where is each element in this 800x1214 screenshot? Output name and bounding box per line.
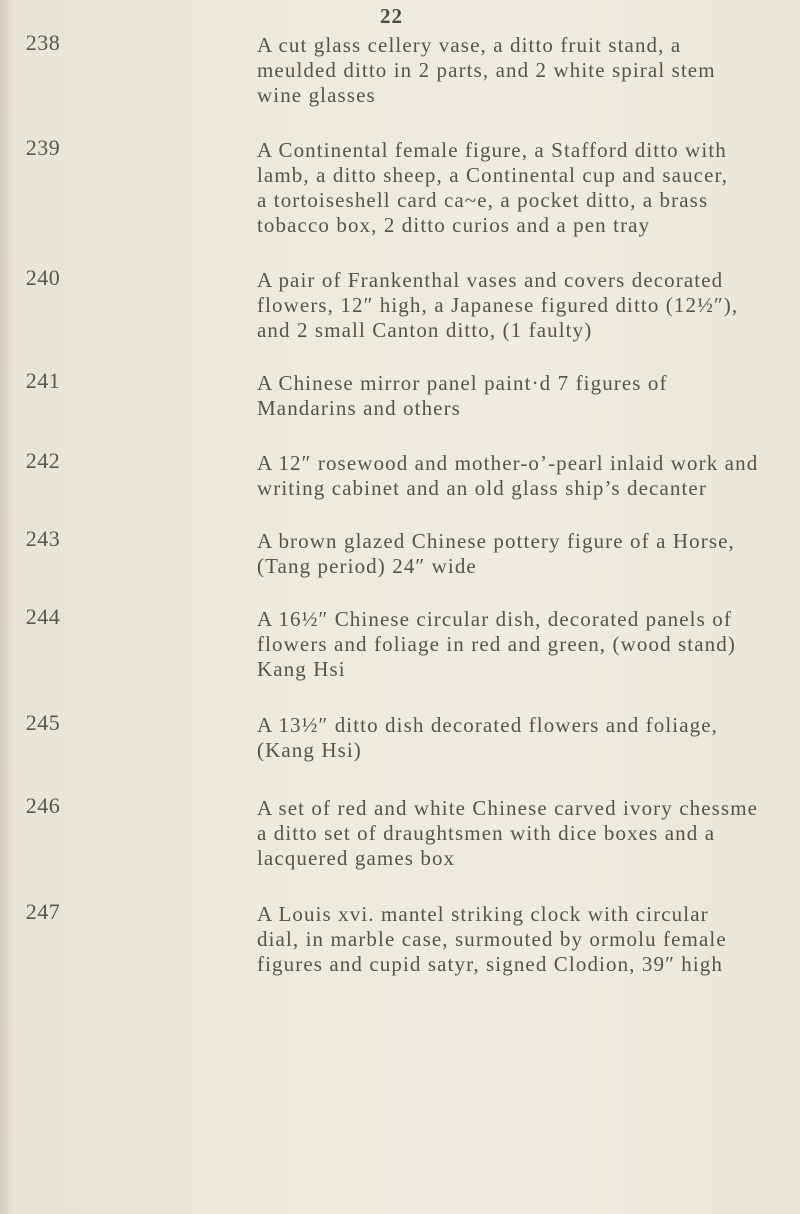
lot-number: 246: [25, 793, 61, 818]
lot-description: [257, 713, 800, 763]
lot-line: lamb, a ditto sheep, a Continental cup and saucer,: [257, 163, 729, 187]
lot-description: [257, 902, 800, 977]
lot-line: and 2 small Canton ditto, (1 faulty): [257, 318, 593, 342]
lot-number: 238: [25, 30, 61, 55]
lot-line: (Tang period) 24″ wide: [257, 554, 477, 578]
lot-line: (Kang Hsi): [257, 738, 362, 762]
lot-description: [257, 607, 800, 682]
lot-line: A Chinese mirror panel paint·d 7 figures of: [257, 371, 668, 395]
page-number: 22: [380, 4, 403, 28]
lot-description: [257, 796, 800, 871]
lot-line: A Continental female figure, a Stafford ditto with: [257, 138, 727, 162]
lot-line: tobacco box, 2 ditto curios and a pen tray: [257, 213, 651, 237]
lot-line: A set of red and white Chinese carved ivory chessme: [257, 796, 759, 820]
lot-line: figures and cupid satyr, signed Clodion, 39″ high: [257, 952, 724, 976]
lot-line: A cut glass cellery vase, a ditto fruit stand, a: [257, 33, 682, 57]
lot-description: [257, 451, 800, 501]
lot-number: 242: [25, 448, 61, 473]
lot-line: A 13½″ ditto dish decorated flowers and foliage,: [257, 713, 719, 737]
lot-number: 239: [25, 135, 61, 160]
lot-number: 245: [25, 710, 61, 735]
lot-description: [257, 138, 800, 238]
lot-description: [257, 529, 800, 579]
lot-line: lacquered games box: [257, 846, 456, 870]
lot-line: dial, in marble case, surmouted by ormolu female: [257, 927, 727, 951]
lot-line: Kang Hsi: [257, 657, 346, 681]
lot-line: A Louis xvi. mantel striking clock with circular: [257, 902, 709, 926]
lot-line: writing cabinet and an old glass ship’s decanter: [257, 476, 707, 500]
lot-description: [257, 268, 800, 343]
lot-number: 243: [25, 526, 61, 551]
lot-line: A 12″ rosewood and mother-o’-pearl inlaid work and: [257, 451, 759, 475]
lot-number: 247: [25, 899, 61, 924]
lot-line: A 16½″ Chinese circular dish, decorated panels of: [257, 607, 732, 631]
lot-line: flowers, 12″ high, a Japanese figured ditto (12½″),: [257, 293, 739, 317]
lot-line: flowers and foliage in red and green, (wood stand): [257, 632, 736, 656]
lot-number: 240: [25, 265, 61, 290]
lot-description: [257, 371, 800, 421]
lot-line: a ditto set of draughtsmen with dice boxes and a: [257, 821, 716, 845]
lot-line: a tortoiseshell card ca~e, a pocket ditto, a brass: [257, 188, 709, 212]
lot-line: Mandarins and others: [257, 396, 461, 420]
lot-description: [257, 33, 800, 108]
lot-line: wine glasses: [257, 83, 376, 107]
lot-line: meulded ditto in 2 parts, and 2 white spiral stem: [257, 58, 716, 82]
lot-line: A pair of Frankenthal vases and covers decorated: [257, 268, 724, 292]
lot-number: 241: [25, 368, 61, 393]
lot-line: A brown glazed Chinese pottery figure of a Horse,: [257, 529, 735, 553]
lot-number: 244: [25, 604, 61, 629]
